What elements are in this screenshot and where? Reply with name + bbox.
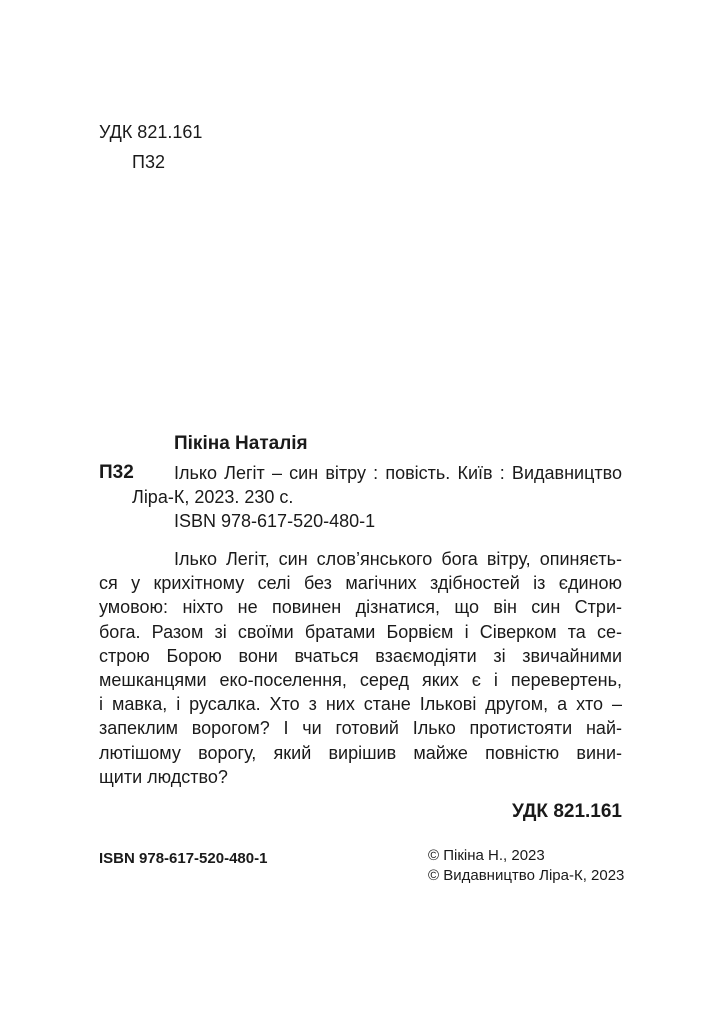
copyright-publisher: © Видавництво Ліра-К, 2023 <box>428 867 625 884</box>
author-sign-code: П32 <box>132 152 165 172</box>
annotation-line: запеклим ворогом? І чи готовий Ілько протистояти най- <box>99 718 622 739</box>
annotation-paragraph <box>99 547 622 789</box>
catalog-isbn: ISBN 978-617-520-480-1 <box>174 511 376 531</box>
annotation-line: щити людство? <box>99 766 228 787</box>
copyright-author: © Пікіна Н., 2023 <box>428 847 545 864</box>
annotation-line: умовою: ніхто не повинен дізнатися, що він син Стри- <box>99 597 622 618</box>
annotation-line: лютішому ворогу, який вирішив майже повністю вини- <box>99 742 622 763</box>
udk-classification: УДК 821.161 <box>99 122 203 142</box>
footer-udk: УДК 821.161 <box>512 801 622 822</box>
annotation-line: ся у крихітному селі без магічних здібностей із єдиною <box>99 573 622 594</box>
annotation-line: мешканцями еко-поселення, серед яких є і перевертень, <box>99 670 622 691</box>
footer-isbn: ISBN 978-617-520-480-1 <box>99 850 268 867</box>
catalog-author: Пікіна Наталія <box>174 433 308 454</box>
annotation-line: Ілько Легіт, син слов’янського бога вітру, опиняєть- <box>174 549 622 569</box>
annotation-line: строю Борою вони вчаться взаємодіяти зі звичайними <box>99 645 622 666</box>
catalog-line: Ілько Легіт – син вітру : повість. Київ : Видавництво <box>174 463 622 483</box>
catalog-code: П32 <box>99 462 134 483</box>
copyright-block <box>428 846 624 886</box>
annotation-line: і мавка, і русалка. Хто з них стане Ількові другом, а хто – <box>99 694 622 715</box>
annotation-line: бога. Разом зі своїми братами Борвієм і Сіверком та се- <box>99 621 622 642</box>
catalog-description <box>132 461 622 509</box>
catalog-line: Ліра-К, 2023. 230 с. <box>132 487 294 507</box>
